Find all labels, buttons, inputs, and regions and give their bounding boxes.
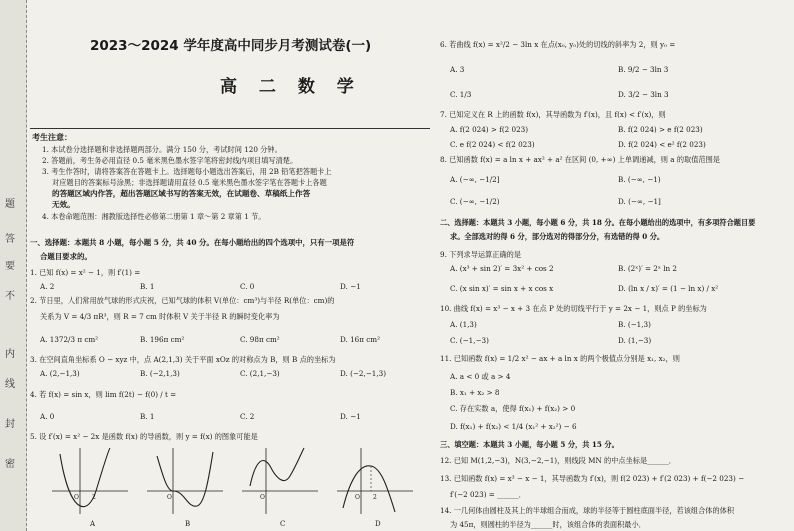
question-stem: 12. 已知 M(1,2,−3)，N(3,−2,−1)，则线段 MN 的中点坐标是______． <box>440 456 676 465</box>
option: D. (ln x / x)′ = (1 − ln x) / x² <box>618 284 719 293</box>
section2-heading2: 求。全部选对的得 6 分，部分选对的得部分分，有选错的得 0 分。 <box>450 232 665 241</box>
notice-line: 无效。 <box>52 200 75 209</box>
section1-heading2: 合题目要求的。 <box>40 252 92 261</box>
option: A. 3 <box>450 65 465 74</box>
option: A. (−∞, −1/2] <box>450 175 500 184</box>
option: A. 1372/3 π cm² <box>40 335 99 344</box>
graph-b-label: B <box>185 520 191 528</box>
option: A. (2,−1,3) <box>40 369 80 378</box>
option: A. f(2 024) > f(2 023) <box>450 125 529 134</box>
option: A. a < 0 或 a > 4 <box>450 372 511 381</box>
binding-mark: 答 <box>5 234 15 245</box>
graph-d <box>335 446 415 516</box>
graph-d-label: D <box>375 520 381 528</box>
section3-heading: 三、填空题：本题共 3 小题，每小题 5 分，共 15 分。 <box>440 440 619 449</box>
option: B. (2ˣ)′ = 2ˣ ln 2 <box>618 264 677 273</box>
binding-mark: 要 <box>5 261 15 272</box>
binding-strip <box>0 0 27 531</box>
section2-heading: 二、选择题：本题共 3 小题，每小题 6 分，共 18 分。在每小题给出的选项中，有多项符合题目要 <box>440 218 756 227</box>
option: D. −1 <box>340 412 361 421</box>
binding-mark: 不 <box>5 291 15 302</box>
option: A. (x³ + sin 2)′ = 3x² + cos 2 <box>450 264 554 273</box>
option: B. 1 <box>140 282 155 291</box>
option: C. (−∞, −1/2) <box>450 197 500 206</box>
option: B. 196π cm² <box>140 335 185 344</box>
graph-c-label: C <box>280 520 286 528</box>
notice-line: 1. 本试卷分选择题和非选择题两部分。满分 150 分，考试时间 120 分钟。 <box>42 145 282 154</box>
graph-c <box>240 446 320 516</box>
question-stem: 7. 已知定义在 R 上的函数 f(x)，其导函数为 f′(x)，且 f(x) < f′(x)，则 <box>440 110 666 119</box>
question-stem: 关系为 V = 4/3 πR³，则 R = 7 cm 时体积 V 关于半径 R 的瞬时变化率为 <box>40 312 280 321</box>
notice-heading: 考生注意： <box>32 132 72 142</box>
svg-text:O: O <box>167 494 172 501</box>
exam-title: 2023～2024 学年度高中同步月考测试卷(一) <box>90 38 372 54</box>
option: D. 16π cm² <box>340 335 380 344</box>
question-stem: 6. 若曲线 f(x) = x²/2 − 3ln x 在点(x₀, y₀)处的切线的斜率为 2，则 y₀ = <box>440 40 676 49</box>
graph-b <box>145 446 225 516</box>
option: C. 98π cm² <box>240 335 280 344</box>
question-stem: 13. 已知函数 f(x) = x³ − x − 1，其导函数为 f′(x)，则 f(2 023) + f′(2 023) + f(−2 023) − <box>440 474 745 483</box>
option: B. (−2,1,3) <box>140 369 180 378</box>
question-stem: 8. 已知函数 f(x) = a ln x + ax² + a² 在区间 (0, +∞) 上单调递减，则 a 的取值范围是 <box>440 155 720 164</box>
graph-a-label: A <box>90 520 96 528</box>
svg-text:O: O <box>74 494 79 501</box>
svg-text:2: 2 <box>373 494 377 501</box>
binding-mark: 封 <box>5 419 15 430</box>
option: A. (1,3) <box>450 320 477 329</box>
option: C. e f(2 024) < f(2 023) <box>450 140 535 149</box>
subject-title: 高 二 数 学 <box>220 77 362 97</box>
option: C. (2,1,−3) <box>240 369 280 378</box>
graph-a <box>50 446 130 516</box>
question-stem: 为 45π，则圆柱的半径为______时，该组合体的表面积最小． <box>450 520 646 529</box>
question-stem: 5. 设 f′(x) = x² − 2x 是函数 f(x) 的导函数，则 y = f(x) 的图象可能是 <box>30 432 258 441</box>
binding-mark: 线 <box>5 379 15 390</box>
notice-line: 4. 本卷命题范围：湘教版选择性必修第二册第 1 章～第 2 章第 1 节。 <box>42 212 266 221</box>
divider <box>30 128 430 129</box>
option: C. (x sin x)′ = sin x + x cos x <box>450 284 554 293</box>
option: B. (−∞, −1) <box>618 175 661 184</box>
option: D. 3/2 − 3ln 3 <box>618 90 669 99</box>
question-stem: 10. 曲线 f(x) = x³ − x + 3 在点 P 处的切线平行于 y = 2x − 1，则点 P 的坐标为 <box>440 304 707 313</box>
svg-text:2: 2 <box>92 494 96 501</box>
question-stem: 11. 已知函数 f(x) = 1/2 x² − ax + a ln x 的两个极值点分别是 x₁, x₂，则 <box>440 354 680 363</box>
svg-text:O: O <box>355 494 360 501</box>
option: D. f(x₁) + f(x₂) < 1/4 (x₁² + x₂²) − 6 <box>450 422 577 431</box>
section1-heading: 一、选择题：本题共 8 小题，每小题 5 分，共 40 分。在每小题给出的四个选项中，只有一项是符 <box>30 238 355 247</box>
option: B. 1 <box>140 412 155 421</box>
notice-line: 3. 考生作答时，请将答案答在答题卡上。选择题每小题选出答案后，用 2B 铅笔把答题卡上 <box>42 167 332 176</box>
option: B. x₁ + x₂ > 8 <box>450 388 500 397</box>
option: C. 1/3 <box>450 90 472 99</box>
option: B. 9/2 − 3ln 3 <box>618 65 669 74</box>
option: D. (1,−3) <box>618 336 652 345</box>
option: D. f(2 024) < e² f(2 023) <box>618 140 706 149</box>
notice-line: 对应题目的答案标号涂黑；非选择题请用直径 0.5 毫米黑色墨水签字笔在答题卡上各题 <box>52 178 327 187</box>
option: B. f(2 024) > e f(2 023) <box>618 125 703 134</box>
question-stem: 3. 在空间直角坐标系 O − xyz 中，点 A(2,1,3) 关于平面 xOz 的对称点为 B，则 B 点的坐标为 <box>30 355 336 364</box>
option: C. 2 <box>240 412 255 421</box>
notice-line: 2. 答题前，考生务必用直径 0.5 毫米黑色墨水签字笔将密封线内项目填写清楚。 <box>42 156 298 165</box>
option: C. 存在实数 a，使得 f(x₁) + f(x₂) > 0 <box>450 404 576 413</box>
option: D. −1 <box>340 282 361 291</box>
option: C. 0 <box>240 282 255 291</box>
question-stem: 9. 下列求导运算正确的是 <box>440 250 522 259</box>
notice-line: 的答题区域内作答，超出答题区域书写的答案无效，在试题卷、草稿纸上作答 <box>52 189 311 198</box>
question-stem: 1. 已知 f(x) = x² − 1，则 f′(1) = <box>30 268 141 277</box>
option: C. (−1,−3) <box>450 336 489 345</box>
option: A. 2 <box>40 282 55 291</box>
option: B. (−1,3) <box>618 320 651 329</box>
binding-mark: 题 <box>5 199 15 210</box>
left-column <box>30 0 435 531</box>
option: D. (−2,−1,3) <box>340 369 387 378</box>
question-stem: 2. 节日里，人们常用放气球的形式庆祝，已知气球的体积 V(单位：cm³)与半径 R(单位：cm)的 <box>30 296 335 305</box>
svg-text:O: O <box>260 494 265 501</box>
option: D. (−∞, −1] <box>618 197 661 206</box>
binding-mark: 内 <box>5 349 15 360</box>
binding-mark: 密 <box>5 459 15 470</box>
right-column <box>440 0 794 531</box>
question-stem: 14. 一几何体由圆柱及其上的半球组合而成，球的半径等于圆柱底面半径，若该组合体的体积 <box>440 506 735 515</box>
question-stem: f′(−2 023) = ______． <box>450 490 526 499</box>
question-stem: 4. 若 f(x) = sin x，则 lim f(2t) − f(0) / t = <box>30 390 177 399</box>
option: A. 0 <box>40 412 55 421</box>
